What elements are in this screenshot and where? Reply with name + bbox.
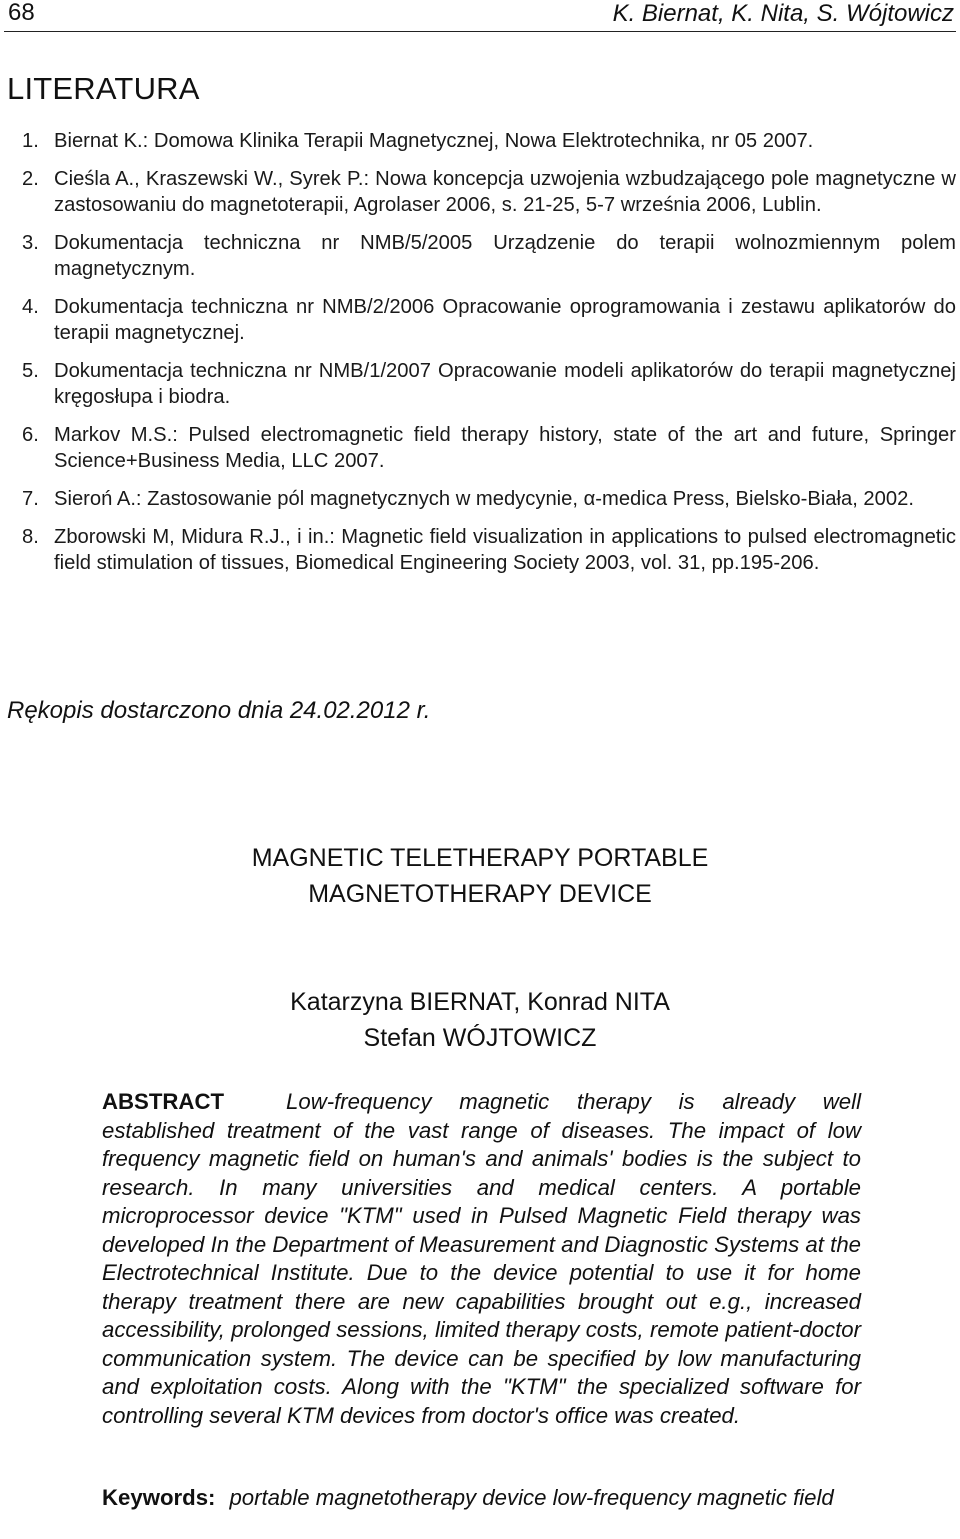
paper-authors xyxy=(0,984,960,1056)
reference-number: 6. xyxy=(22,424,39,446)
reference-text: Biernat K.: Domowa Klinika Terapii Magnetycznej, Nowa Elektrotechnika, nr 05 2007. xyxy=(54,130,814,152)
authors-line: Katarzyna BIERNAT, Konrad NITA xyxy=(290,988,670,1016)
manuscript-received-note: Rękopis dostarczono dnia 24.02.2012 r. xyxy=(7,697,431,724)
section-heading: LITERATURA xyxy=(7,71,200,106)
keywords-label: Keywords: xyxy=(102,1485,216,1510)
reference-text: Cieśla A., Kraszewski W., Syrek P.: Nowa koncepcja uzwojenia wzbudzającego pole magnetyczne w zastosowaniu do magnetoterapii, Agrolaser 2006, s. 21-25, 5-7 września 2006, Lublin. xyxy=(54,168,956,216)
keywords-block xyxy=(102,1484,861,1513)
reference-item xyxy=(22,166,956,218)
reference-item xyxy=(22,230,956,282)
keywords-text: portable magnetotherapy device low-frequency magnetic field xyxy=(229,1485,834,1510)
reference-text: Dokumentacja techniczna nr NMB/2/2006 Opracowanie oprogramowania i zestawu aplikatorów do terapii magnetycznej. xyxy=(54,296,956,344)
reference-item xyxy=(22,294,956,346)
reference-number: 5. xyxy=(22,360,39,382)
reference-item xyxy=(22,524,956,576)
page-header xyxy=(4,0,956,32)
page-number: 68 xyxy=(8,0,35,26)
reference-list xyxy=(22,128,956,588)
running-head-authors: K. Biernat, K. Nita, S. Wójtowicz xyxy=(612,0,954,27)
reference-number: 2. xyxy=(22,168,39,190)
reference-text: Markov M.S.: Pulsed electromagnetic field therapy history, state of the art and future, Springer Science+Business Media, LLC 2007. xyxy=(54,424,956,472)
abstract-label: ABSTRACT xyxy=(102,1089,225,1114)
reference-item xyxy=(22,422,956,474)
reference-number: 3. xyxy=(22,232,39,254)
reference-number: 1. xyxy=(22,130,39,152)
reference-item xyxy=(22,128,956,154)
reference-text: Sieroń A.: Zastosowanie pól magnetycznych w medycynie, α-medica Press, Bielsko-Biała, 2002. xyxy=(54,488,914,510)
reference-number: 4. xyxy=(22,296,39,318)
paper-title-line: MAGNETIC TELETHERAPY PORTABLE xyxy=(251,844,709,872)
reference-item xyxy=(22,486,956,512)
authors-line: Stefan WÓJTOWICZ xyxy=(363,1024,597,1052)
reference-text: Dokumentacja techniczna nr NMB/1/2007 Opracowanie modeli aplikatorów do terapii magnetycznej kręgosłupa i biodra. xyxy=(54,360,956,408)
reference-number: 8. xyxy=(22,526,39,548)
reference-text: Zborowski M, Midura R.J., i in.: Magnetic field visualization in applications to pulsed electromagnetic field stimulation of tissues, Biomedical Engineering Society 2003, vol. 31, pp.195-206. xyxy=(54,526,956,574)
paper-title xyxy=(0,840,960,912)
abstract-block xyxy=(102,1088,861,1430)
reference-number: 7. xyxy=(22,488,39,510)
reference-item xyxy=(22,358,956,410)
abstract-text: Low-frequency magnetic therapy is already well established treatment of the vast range of diseases. The impact of low frequency magnetic field on human's and animals' bodies is the subject to research. In many universities and medical centers. A portable microprocessor device "KTM" used in Pulsed Magnetic Field therapy was developed In the Department of Measurement and Diagnostic Systems at the Electrotechnical Institute. Due to the device potential to use it for home therapy treatment there are new capabilities brought out e.g., increased accessibility, prolonged sessions, limited therapy costs, remote patient-doctor communication system. The device can be specified by low manufacturing and exploitation costs. Along with the "KTM" the specialized software for controlling several KTM devices from doctor's office was created. xyxy=(102,1089,861,1428)
paper-title-line: MAGNETOTHERAPY DEVICE xyxy=(308,880,652,908)
reference-text: Dokumentacja techniczna nr NMB/5/2005 Urządzenie do terapii wolnozmiennym polem magnetycznym. xyxy=(54,232,956,280)
